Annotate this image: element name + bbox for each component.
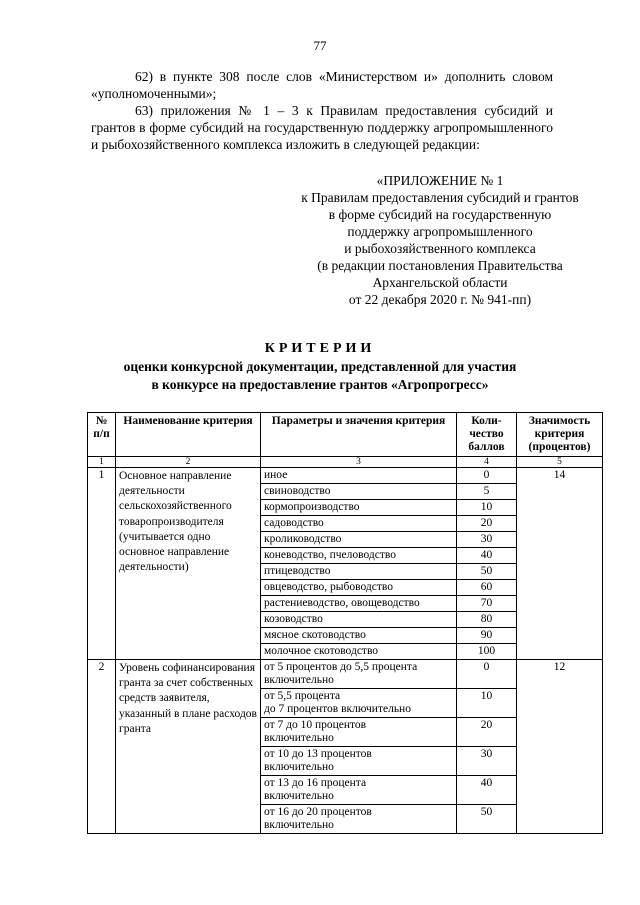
table-row: [88, 468, 603, 484]
column-number: 1: [88, 457, 116, 468]
column-number: 5: [517, 457, 603, 468]
appendix-line: в форме субсидий на государственную: [328, 207, 552, 222]
param-value: [261, 718, 457, 747]
param-points: 0: [457, 660, 517, 689]
param-value: садоводство: [261, 516, 457, 532]
param-value: овцеводство, рыбоводство: [261, 580, 457, 596]
appendix-line: Архангельской области: [372, 275, 508, 290]
document-heading: [0, 340, 640, 394]
param-value: кролиководство: [261, 532, 457, 548]
appendix-line: и рыбохозяйственного комплекса: [344, 241, 536, 256]
param-points: 30: [457, 532, 517, 548]
header-name: Наименование критерия: [116, 413, 261, 457]
page-number: 77: [313, 38, 327, 53]
param-value: растениеводство, овощеводство: [261, 596, 457, 612]
header-weight: Значимость критерия (процентов): [517, 413, 603, 457]
param-value: [261, 776, 457, 805]
appendix-line: к Правилам предоставления субсидий и грантов: [301, 190, 579, 205]
param-line: от 5 процентов до 5,5 процента: [264, 661, 418, 673]
param-points: 20: [457, 718, 517, 747]
param-line: включительно: [264, 790, 334, 802]
criterion-number: 2: [88, 660, 116, 834]
param-points: 80: [457, 612, 517, 628]
param-value: [261, 689, 457, 718]
param-line: включительно: [264, 819, 334, 831]
param-points: 100: [457, 644, 517, 660]
heading-subtitle-line: в конкурсе на предоставление грантов «Агропрогресс»: [151, 377, 489, 392]
param-line: от 13 до 16 процента: [264, 777, 367, 789]
criterion-name: Уровень софинансирования гранта за счет собственных средств заявителя, указанный в плане расходов гранта: [116, 660, 261, 834]
param-value: свиноводство: [261, 484, 457, 500]
param-value: [261, 747, 457, 776]
header-points: Коли-чество баллов: [457, 413, 517, 457]
paragraph-item-62: 62) в пункте 308 после слов «Министерством и» дополнить словом «уполномоченными»;: [91, 69, 553, 101]
param-points: 70: [457, 596, 517, 612]
param-value: [261, 805, 457, 834]
param-line: от 5,5 процента: [264, 690, 341, 702]
param-points: 10: [457, 689, 517, 718]
param-line: до 7 процентов включительно: [264, 703, 411, 715]
param-points: 40: [457, 548, 517, 564]
param-points: 90: [457, 628, 517, 644]
criterion-weight: 12: [517, 660, 603, 834]
column-number-row: [88, 457, 603, 468]
param-points: 5: [457, 484, 517, 500]
param-value: козоводство: [261, 612, 457, 628]
table-header-row: [88, 413, 603, 457]
param-line: от 7 до 10 процентов: [264, 719, 367, 731]
param-points: 30: [457, 747, 517, 776]
heading-title: КРИТЕРИИ: [264, 341, 376, 356]
param-value: мясное скотоводство: [261, 628, 457, 644]
param-points: 40: [457, 776, 517, 805]
header-num: № п/п: [88, 413, 116, 457]
param-line: включительно: [264, 674, 334, 686]
appendix-line: от 22 декабря 2020 г. № 941-пп): [348, 292, 532, 307]
param-points: 50: [457, 805, 517, 834]
param-line: от 16 до 20 процентов: [264, 806, 372, 818]
param-line: включительно: [264, 732, 334, 744]
param-points: 60: [457, 580, 517, 596]
criteria-table: [87, 412, 603, 834]
column-number: 2: [116, 457, 261, 468]
appendix-line: (в редакции постановления Правительства: [317, 258, 563, 273]
criterion-weight: 14: [517, 468, 603, 660]
appendix-line: «ПРИЛОЖЕНИЕ № 1: [376, 173, 504, 188]
table-row: [88, 660, 603, 689]
param-value: кормопроизводство: [261, 500, 457, 516]
column-number: 3: [261, 457, 457, 468]
param-line: включительно: [264, 761, 334, 773]
column-number: 4: [457, 457, 517, 468]
criterion-number: 1: [88, 468, 116, 660]
param-points: 10: [457, 500, 517, 516]
param-value: [261, 660, 457, 689]
appendix-line: поддержку агропромышленного: [347, 224, 533, 239]
param-line: от 10 до 13 процентов: [264, 748, 372, 760]
paragraph-item-63: 63) приложения № 1 – 3 к Правилам предоставления субсидий и грантов в форме субсидий на государственную поддержку агропромышленного и рыбохозяйственного комплекса изложить в следующей редакции:: [91, 103, 553, 152]
param-points: 50: [457, 564, 517, 580]
param-value: иное: [261, 468, 457, 484]
param-value: молочное скотоводство: [261, 644, 457, 660]
param-value: птицеводство: [261, 564, 457, 580]
param-points: 0: [457, 468, 517, 484]
param-points: 20: [457, 516, 517, 532]
appendix-header: [270, 172, 610, 308]
header-params: Параметры и значения критерия: [261, 413, 457, 457]
heading-subtitle-line: оценки конкурсной документации, представленной для участия: [123, 359, 517, 374]
criterion-name: Основное направление деятельности сельскохозяйственного товаропроизводителя (учитывается одно основное направление деятельности): [116, 468, 261, 660]
param-value: коневодство, пчеловодство: [261, 548, 457, 564]
